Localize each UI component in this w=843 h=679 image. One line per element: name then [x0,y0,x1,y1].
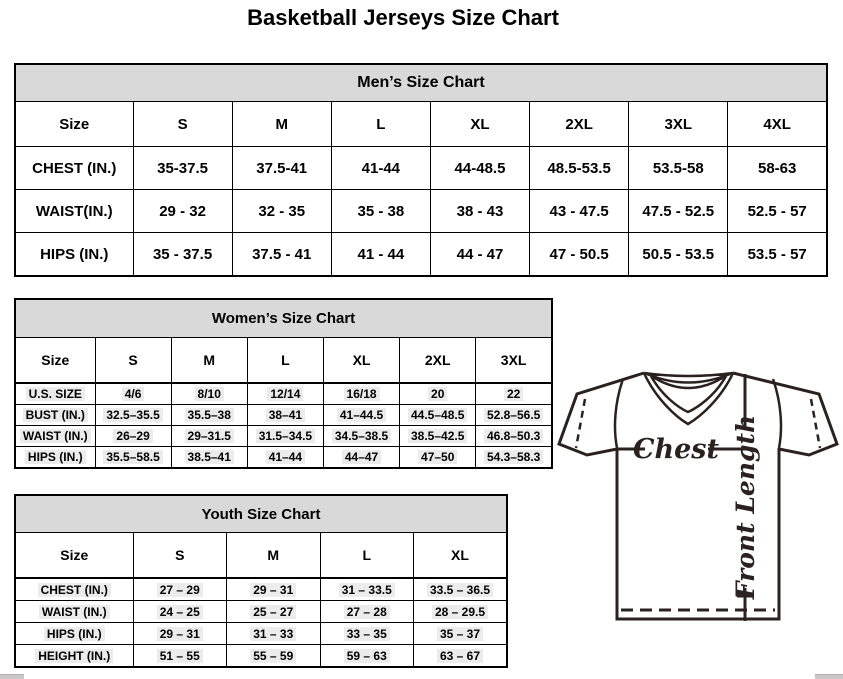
mens-size-table [14,63,828,277]
men-cell [232,147,331,190]
women-row-label [15,405,95,426]
youth-cell-text: 31 – 33 [250,627,296,641]
men-cell [331,190,430,233]
womens-size-table [14,298,553,469]
men-row-label-text: HIPS (IN.) [40,245,109,263]
jersey-left-sleeve [559,373,644,455]
women-cell [95,383,171,405]
women-row-label [15,383,95,405]
men-cell-text: 47 - 50.5 [549,245,609,263]
men-col-header [728,102,827,147]
women-cell [400,426,476,447]
youth-cell-text: 63 – 67 [437,649,483,663]
women-col-header [15,338,95,384]
youth-cell-text: 55 – 59 [250,649,296,663]
youth-cell-text: 27 – 29 [157,583,203,597]
men-cell-text: 32 - 35 [258,202,306,220]
youth-row-label [15,578,133,601]
youth-col-header-text: Size [60,547,89,563]
women-col-header [400,338,476,384]
youth-cell [133,623,227,645]
women-cell [476,405,552,426]
men-col-header [133,102,232,147]
youth-cell [133,645,227,668]
women-cell-text: 35.5–38 [185,408,234,422]
page-title: Basketball Jerseys Size Chart [247,5,559,30]
men-chart-title [15,64,827,102]
women-cell [95,447,171,469]
women-cell [476,383,552,405]
men-cell [629,190,728,233]
women-row-label-text: HIPS (IN.) [25,450,86,464]
jersey-measurement-diagram [556,366,840,626]
youth-row-label-text: CHEST (IN.) [38,583,111,597]
men-cell-text: 35 - 37.5 [152,245,213,263]
youth-cell [414,623,508,645]
women-cell [323,426,399,447]
men-cell [728,190,827,233]
women-cell-text: 4/6 [122,387,145,401]
women-cell-text: 54.3–58.3 [484,450,543,464]
women-col-header-text: 2XL [424,352,451,368]
men-cell-text: 43 - 47.5 [549,202,609,220]
men-col-header-text: Size [59,115,90,133]
youth-row-label [15,601,133,623]
women-cell-text: 44.5–48.5 [408,408,467,422]
men-col-header-text: 3XL [664,115,693,133]
men-cell-text: 41 - 44 [357,245,405,263]
women-cell [171,426,247,447]
women-cell-text: 47–50 [418,450,457,464]
men-cell [728,233,827,277]
women-cell [323,447,399,469]
women-row-label-text: U.S. SIZE [26,387,85,401]
men-row-label [15,233,133,277]
men-col-header-text: 4XL [763,115,791,133]
youth-cell [227,623,321,645]
youth-cell [133,578,227,601]
men-cell [629,233,728,277]
women-col-header-text: 3XL [500,352,527,368]
women-col-header [323,338,399,384]
women-row-label-text: WAIST (IN.) [20,429,91,443]
jersey-right-armhole [773,379,781,448]
women-cell-text: 38.5–42.5 [408,429,467,443]
men-row-label-text: CHEST (IN.) [32,159,117,177]
women-cell-text: 41–44 [266,450,305,464]
men-col-header [629,102,728,147]
youth-row-label-text: HIPS (IN.) [44,627,105,641]
men-cell [430,233,529,277]
men-col-header [530,102,629,147]
women-cell [323,405,399,426]
men-row-label-text: WAIST(IN.) [35,202,113,220]
youth-cell [414,578,508,601]
youth-cell [414,645,508,668]
youth-cell-text: 25 – 27 [250,605,296,619]
women-col-header-text: S [128,352,138,368]
women-cell-text: 8/10 [195,387,224,401]
jersey-left-armhole [615,379,623,448]
men-col-header-text: 2XL [565,115,593,133]
front-length-label: Front Length [731,414,760,600]
women-cell-text: 44–47 [342,450,381,464]
youth-cell [320,578,414,601]
women-cell-text: 38–41 [266,408,305,422]
men-cell [133,147,232,190]
men-col-header [331,102,430,147]
jersey-vneck-collar [644,373,733,424]
men-col-header [232,102,331,147]
men-cell-text: 29 - 32 [159,202,206,220]
men-cell [430,190,529,233]
men-cell [232,190,331,233]
youth-col-header-text: L [362,547,372,563]
men-cell [133,190,232,233]
women-col-header-text: L [281,352,290,368]
youth-row-label-text: HEIGHT (IN.) [35,649,113,663]
women-row-label-text: BUST (IN.) [23,408,88,422]
youth-col-header-text: XL [451,547,469,563]
youth-cell-text: 29 – 31 [157,627,203,641]
women-col-header [171,338,247,384]
men-cell-text: 58-63 [757,159,797,177]
men-cell [133,233,232,277]
women-cell [247,383,323,405]
women-col-header-text: Size [41,352,70,368]
women-cell [323,383,399,405]
women-cell [171,383,247,405]
youth-cell-text: 59 – 63 [344,649,390,663]
youth-cell [227,578,321,601]
women-cell-text: 26–29 [113,429,152,443]
youth-size-table [14,494,508,668]
women-cell-text: 32.5–35.5 [103,408,162,422]
men-cell [232,233,331,277]
youth-cell-text: 51 – 55 [157,649,203,663]
youth-chart-title [15,495,507,533]
women-cell-text: 52.8–56.5 [484,408,543,422]
men-col-header-text: XL [470,115,490,133]
youth-col-header [227,533,321,579]
women-cell [171,447,247,469]
women-cell [400,383,476,405]
men-cell [331,147,430,190]
women-cell-text: 31.5–34.5 [256,429,315,443]
men-col-header [15,102,133,147]
men-cell-text: 50.5 - 53.5 [642,245,715,263]
women-cell [171,405,247,426]
men-cell-text: 41-44 [361,159,401,177]
youth-cell [320,623,414,645]
men-cell-text: 35-37.5 [157,159,208,177]
women-cell [95,426,171,447]
men-cell-text: 48.5-53.5 [547,159,611,177]
youth-col-header-text: S [175,547,185,563]
women-row-label [15,426,95,447]
men-row-label [15,147,133,190]
women-col-header-text: XL [352,352,371,368]
men-cell [530,233,629,277]
men-cell [530,190,629,233]
youth-col-header [414,533,508,579]
men-cell-text: 44 - 47 [456,245,504,263]
women-cell [95,405,171,426]
youth-cell-text: 35 – 37 [437,627,483,641]
men-cell-text: 38 - 43 [456,202,504,220]
youth-col-header [15,533,133,579]
men-cell-text: 44-48.5 [454,159,506,177]
men-col-header-text: L [376,115,386,133]
women-cell [400,405,476,426]
youth-col-header [133,533,227,579]
women-row-label [15,447,95,469]
youth-cell [414,601,508,623]
youth-col-header [320,533,414,579]
women-col-header [247,338,323,384]
youth-cell-text: 27 – 28 [344,605,390,619]
women-cell [476,426,552,447]
youth-row-label [15,645,133,668]
women-cell-text: 38.5–41 [185,450,234,464]
women-cell-text: 20 [428,387,447,401]
youth-cell [227,645,321,668]
youth-row-label [15,623,133,645]
men-col-header-text: M [275,115,288,133]
cutoff-fragment-left [0,674,24,679]
women-cell-text: 41–44.5 [337,408,386,422]
women-cell [400,447,476,469]
women-cell-text: 46.8–50.3 [484,429,543,443]
youth-cell [320,645,414,668]
chest-label: Chest [633,434,719,465]
men-cell-text: 53.5 - 57 [747,245,807,263]
men-chart-title-text: Men’s Size Chart [357,74,485,91]
men-cell [728,147,827,190]
women-chart-title [15,299,552,338]
women-cell-text: 34.5–38.5 [332,429,391,443]
men-cell [331,233,430,277]
jersey-left-cuff-seam [576,399,585,448]
women-cell-text: 22 [504,387,523,401]
women-cell [247,447,323,469]
youth-cell [133,601,227,623]
women-cell [247,426,323,447]
women-col-header [476,338,552,384]
women-chart-title-text: Women’s Size Chart [211,310,356,327]
youth-cell-text: 29 – 31 [250,583,296,597]
youth-cell-text: 33.5 – 36.5 [427,583,493,597]
men-cell-text: 35 - 38 [357,202,405,220]
youth-cell-text: 28 – 29.5 [432,605,488,619]
men-cell-text: 52.5 - 57 [747,202,807,220]
youth-cell-text: 31 – 33.5 [339,583,395,597]
men-col-header [430,102,529,147]
men-row-label [15,190,133,233]
women-cell-text: 35.5–58.5 [103,450,162,464]
youth-cell-text: 24 – 25 [157,605,203,619]
women-col-header-text: M [203,352,216,368]
jersey-right-cuff-seam [811,399,820,448]
women-cell-text: 29–31.5 [185,429,234,443]
cutoff-fragment-right [815,674,843,679]
youth-chart-title-text: Youth Size Chart [201,505,321,523]
youth-cell [320,601,414,623]
youth-row-label-text: WAIST (IN.) [39,605,110,619]
men-cell [629,147,728,190]
women-col-header [95,338,171,384]
men-col-header-text: S [177,115,188,133]
youth-col-header-text: M [267,547,280,563]
men-cell-text: 37.5-41 [256,159,308,177]
men-cell-text: 47.5 - 52.5 [642,202,715,220]
men-cell-text: 37.5 - 41 [252,245,312,263]
men-cell [430,147,529,190]
women-cell-text: 16/18 [344,387,380,401]
youth-cell-text: 33 – 35 [344,627,390,641]
youth-cell [227,601,321,623]
men-cell [530,147,629,190]
women-cell-text: 12/14 [267,387,303,401]
women-cell [247,405,323,426]
men-cell-text: 53.5-58 [652,159,704,177]
women-cell [476,447,552,469]
